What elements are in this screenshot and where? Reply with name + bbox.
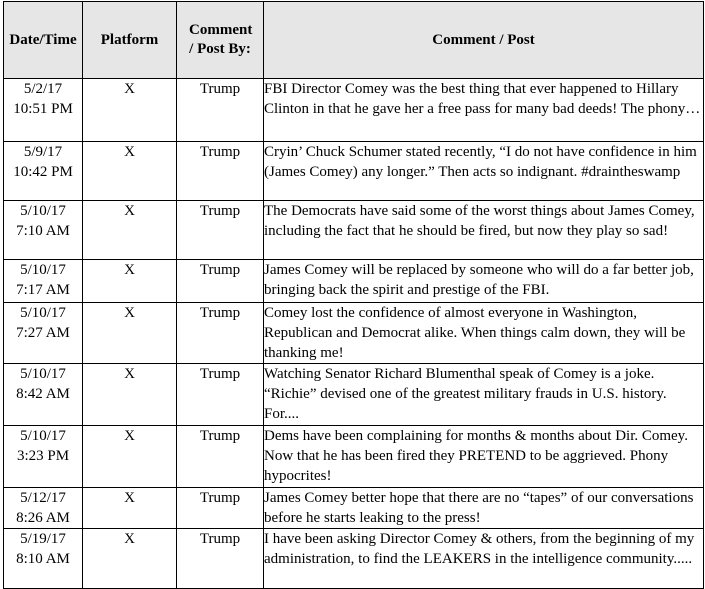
table-row xyxy=(4,529,704,589)
platform-cell: X xyxy=(83,303,177,364)
platform-cell: X xyxy=(83,364,177,426)
date-text: 5/12/17 xyxy=(20,490,66,506)
table-row xyxy=(4,303,704,364)
header-comment-post: Comment / Post xyxy=(264,2,704,79)
date-time-cell xyxy=(4,426,83,488)
comment-post-cell: I have been asking Director Comey & others, from the beginning of my administration, to find the LEAKERS in the intelligence community..... xyxy=(264,529,704,589)
table-row xyxy=(4,260,704,303)
table-row xyxy=(4,488,704,529)
date-time-cell xyxy=(4,260,83,303)
comment-post-cell: Watching Senator Richard Blumenthal speak of Comey is a joke. “Richie” devised one of the greatest military frauds in U.S. history. For.... xyxy=(264,364,704,426)
posted-by-cell: Trump xyxy=(177,426,264,488)
posted-by-cell: Trump xyxy=(177,529,264,589)
posts-table xyxy=(3,1,704,589)
comment-post-cell: FBI Director Comey was the best thing that ever happened to Hillary Clinton in that he gave her a free pass for many bad deeds! The phony… xyxy=(264,79,704,142)
header-date-time: Date/Time xyxy=(4,2,83,79)
table-row xyxy=(4,364,704,426)
table-row xyxy=(4,142,704,201)
header-posted-by: Comment / Post By: xyxy=(177,2,264,79)
time-text: 8:42 AM xyxy=(16,386,70,402)
platform-cell: X xyxy=(83,260,177,303)
posted-by-cell: Trump xyxy=(177,142,264,201)
table-row xyxy=(4,426,704,488)
date-text: 5/10/17 xyxy=(20,366,66,382)
date-text: 5/10/17 xyxy=(20,305,66,321)
comment-post-cell: Cryin’ Chuck Schumer stated recently, “I do not have confidence in him (James Comey) any longer.” Then acts so indignant. #draintheswamp xyxy=(264,142,704,201)
comment-post-cell: The Democrats have said some of the worst things about James Comey, including the fact that he should be fired, but now they play so sad! xyxy=(264,201,704,260)
posted-by-cell: Trump xyxy=(177,364,264,426)
header-row xyxy=(4,2,704,79)
time-text: 7:27 AM xyxy=(16,325,70,341)
date-time-cell xyxy=(4,142,83,201)
time-text: 8:10 AM xyxy=(16,551,70,567)
date-time-cell xyxy=(4,79,83,142)
date-text: 5/19/17 xyxy=(20,531,66,547)
comment-post-cell: James Comey better hope that there are no “tapes” of our conversations before he starts leaking to the press! xyxy=(264,488,704,529)
table-row xyxy=(4,201,704,260)
posted-by-cell: Trump xyxy=(177,260,264,303)
comment-post-cell: Dems have been complaining for months & months about Dir. Comey. Now that he has been fired they PRETEND to be aggrieved. Phony hypocrites! xyxy=(264,426,704,488)
platform-cell: X xyxy=(83,142,177,201)
platform-cell: X xyxy=(83,488,177,529)
date-text: 5/10/17 xyxy=(20,262,66,278)
time-text: 10:51 PM xyxy=(13,101,73,117)
time-text: 7:10 AM xyxy=(16,223,70,239)
time-text: 7:17 AM xyxy=(16,282,70,298)
posted-by-cell: Trump xyxy=(177,201,264,260)
table-row xyxy=(4,79,704,142)
posted-by-cell: Trump xyxy=(177,79,264,142)
posted-by-cell: Trump xyxy=(177,488,264,529)
date-text: 5/2/17 xyxy=(23,81,63,97)
posted-by-cell: Trump xyxy=(177,303,264,364)
platform-cell: X xyxy=(83,426,177,488)
table-body xyxy=(4,79,704,589)
date-time-cell xyxy=(4,364,83,426)
date-time-cell xyxy=(4,488,83,529)
platform-cell: X xyxy=(83,79,177,142)
comment-post-cell: James Comey will be replaced by someone who will do a far better job, bringing back the spirit and prestige of the FBI. xyxy=(264,260,704,303)
time-text: 8:26 AM xyxy=(16,510,70,526)
date-text: 5/10/17 xyxy=(20,428,66,444)
platform-cell: X xyxy=(83,201,177,260)
date-text: 5/10/17 xyxy=(20,203,66,219)
date-time-cell xyxy=(4,201,83,260)
header-platform: Platform xyxy=(83,2,177,79)
date-text: 5/9/17 xyxy=(23,144,63,160)
time-text: 3:23 PM xyxy=(16,448,70,464)
date-time-cell xyxy=(4,303,83,364)
time-text: 10:42 PM xyxy=(13,164,73,180)
platform-cell: X xyxy=(83,529,177,589)
date-time-cell xyxy=(4,529,83,589)
comment-post-cell: Comey lost the confidence of almost everyone in Washington, Republican and Democrat alike. When things calm down, they will be thanking me! xyxy=(264,303,704,364)
